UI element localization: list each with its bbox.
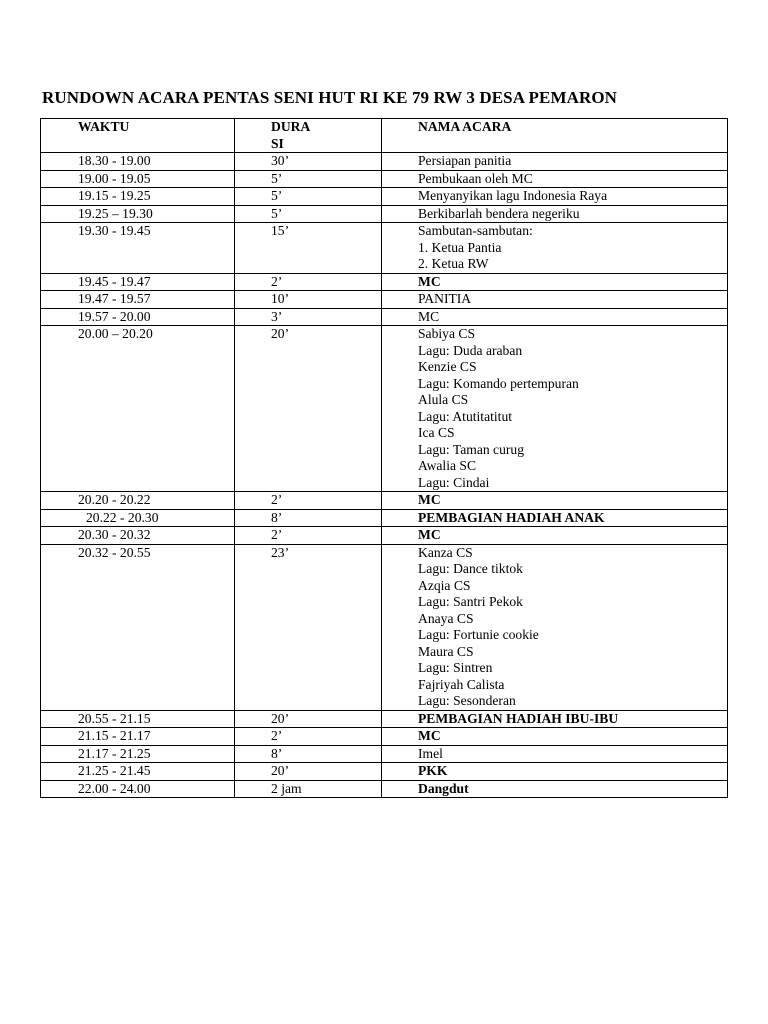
cell-name [382, 326, 728, 492]
cell-name-line: Alula CS [418, 392, 469, 407]
cell-name-line: Lagu: Komando pertempuran [418, 375, 579, 391]
cell-name-line: Awalia SC [418, 458, 477, 473]
cell-name [382, 509, 728, 527]
cell-name-line: Maura CS [418, 643, 474, 659]
cell-duration: 5’ [235, 205, 382, 223]
cell-name-line: PANITIA [418, 291, 472, 306]
cell-name-line: Ica CS [418, 425, 455, 440]
cell-time: 19.47 - 19.57 [41, 291, 235, 309]
cell-duration: 15’ [235, 223, 382, 274]
cell-name-line: Lagu: Fortunie cookie [418, 627, 539, 642]
table-row [41, 153, 728, 171]
cell-duration: 2’ [235, 728, 382, 746]
cell-name [382, 763, 728, 781]
cell-name-line: PKK [418, 763, 448, 778]
cell-name [382, 153, 728, 171]
table-row [41, 527, 728, 545]
cell-name [382, 745, 728, 763]
cell-name [382, 544, 728, 710]
cell-duration: 30’ [235, 153, 382, 171]
cell-name-line: 2. Ketua RW [418, 256, 489, 271]
cell-name-line: Lagu: Atutitatitut [418, 408, 513, 424]
table-row [41, 728, 728, 746]
cell-time: 21.25 - 21.45 [41, 763, 235, 781]
cell-name [382, 273, 728, 291]
cell-duration: 20’ [235, 326, 382, 492]
cell-name [382, 527, 728, 545]
cell-time: 20.55 - 21.15 [41, 710, 235, 728]
cell-time: 19.25 – 19.30 [41, 205, 235, 223]
cell-time: 20.20 - 20.22 [41, 492, 235, 510]
cell-name-line: Imel [418, 745, 443, 761]
cell-name-line: Menyanyikan lagu Indonesia Raya [418, 188, 608, 203]
cell-name [382, 188, 728, 206]
cell-time: 19.15 - 19.25 [41, 188, 235, 206]
table-row [41, 780, 728, 798]
cell-name-line: MC [418, 308, 440, 324]
table-row [41, 745, 728, 763]
cell-name-line: Lagu: Sesonderan [418, 693, 516, 708]
cell-duration: 2’ [235, 492, 382, 510]
cell-name-line: Lagu: Dance tiktok [418, 561, 523, 576]
cell-duration: 10’ [235, 291, 382, 309]
cell-name-line: MC [418, 492, 441, 507]
cell-name-line: Lagu: Taman curug [418, 441, 525, 457]
cell-duration: 5’ [235, 188, 382, 206]
cell-time: 19.45 - 19.47 [41, 273, 235, 291]
cell-name-line: Kenzie CS [418, 359, 477, 374]
cell-duration: 20’ [235, 710, 382, 728]
table-header-row [41, 119, 728, 153]
table-row [41, 710, 728, 728]
cell-name-line: Anaya CS [418, 610, 474, 626]
cell-name-line: Lagu: Duda araban [418, 342, 523, 358]
cell-name [382, 780, 728, 798]
cell-time: 22.00 - 24.00 [41, 780, 235, 798]
table-row [41, 308, 728, 326]
table-row [41, 509, 728, 527]
cell-name-line: Sabiya CS [418, 326, 476, 341]
cell-name-line: Lagu: Cindai [418, 474, 490, 490]
rundown-table [40, 118, 728, 798]
cell-name [382, 291, 728, 309]
cell-name-line: Berkibarlah bendera negeriku [418, 205, 580, 221]
cell-name-line: MC [418, 527, 441, 542]
document-title: RUNDOWN ACARA PENTAS SENI HUT RI KE 79 RW 3 DESA PEMARON [42, 88, 618, 107]
cell-time: 20.22 - 20.30 [41, 509, 235, 527]
table-row [41, 492, 728, 510]
cell-duration: 2’ [235, 273, 382, 291]
table-row [41, 273, 728, 291]
table-row [41, 223, 728, 274]
cell-duration: 20’ [235, 763, 382, 781]
header-duration-line1: DURA [271, 119, 311, 134]
cell-name-line: Sambutan-sambutan: [418, 223, 533, 238]
cell-name [382, 308, 728, 326]
cell-name [382, 223, 728, 274]
cell-time: 21.17 - 21.25 [41, 745, 235, 763]
header-duration [235, 119, 382, 153]
table-row [41, 170, 728, 188]
cell-name-line: Fajriyah Calista [418, 676, 505, 692]
cell-time: 20.00 – 20.20 [41, 326, 235, 492]
header-duration-line2: SI [271, 135, 284, 151]
cell-name-line: PEMBAGIAN HADIAH ANAK [418, 509, 605, 525]
header-name: NAMA ACARA [382, 119, 728, 153]
cell-time: 19.57 - 20.00 [41, 308, 235, 326]
table-row [41, 544, 728, 710]
cell-duration: 8’ [235, 509, 382, 527]
cell-name-line: PEMBAGIAN HADIAH IBU-IBU [418, 710, 619, 726]
table-row [41, 291, 728, 309]
cell-duration: 5’ [235, 170, 382, 188]
cell-name-line: Lagu: Santri Pekok [418, 594, 523, 609]
cell-time: 19.30 - 19.45 [41, 223, 235, 274]
cell-name [382, 170, 728, 188]
cell-name [382, 492, 728, 510]
cell-duration: 2’ [235, 527, 382, 545]
table-row [41, 763, 728, 781]
cell-name-line: Pembukaan oleh MC [418, 170, 533, 186]
cell-name-line: MC [418, 273, 441, 289]
cell-name-line: Lagu: Sintren [418, 660, 493, 675]
table-row [41, 205, 728, 223]
cell-name-line: Azqia CS [418, 577, 471, 593]
cell-time: 21.15 - 21.17 [41, 728, 235, 746]
cell-name [382, 710, 728, 728]
header-time: WAKTU [41, 119, 235, 153]
cell-time: 19.00 - 19.05 [41, 170, 235, 188]
table-row [41, 326, 728, 492]
cell-name-line: Kanza CS [418, 544, 473, 560]
cell-duration: 3’ [235, 308, 382, 326]
cell-name-line: Dangdut [418, 780, 469, 796]
cell-time: 20.30 - 20.32 [41, 527, 235, 545]
cell-name [382, 205, 728, 223]
cell-name-line: 1. Ketua Pantia [418, 239, 502, 255]
cell-name-line: MC [418, 728, 441, 743]
cell-name-line: Persiapan panitia [418, 153, 512, 168]
cell-duration: 2 jam [235, 780, 382, 798]
cell-time: 20.32 - 20.55 [41, 544, 235, 710]
table-row [41, 188, 728, 206]
cell-duration: 23’ [235, 544, 382, 710]
cell-duration: 8’ [235, 745, 382, 763]
cell-name [382, 728, 728, 746]
cell-time: 18.30 - 19.00 [41, 153, 235, 171]
